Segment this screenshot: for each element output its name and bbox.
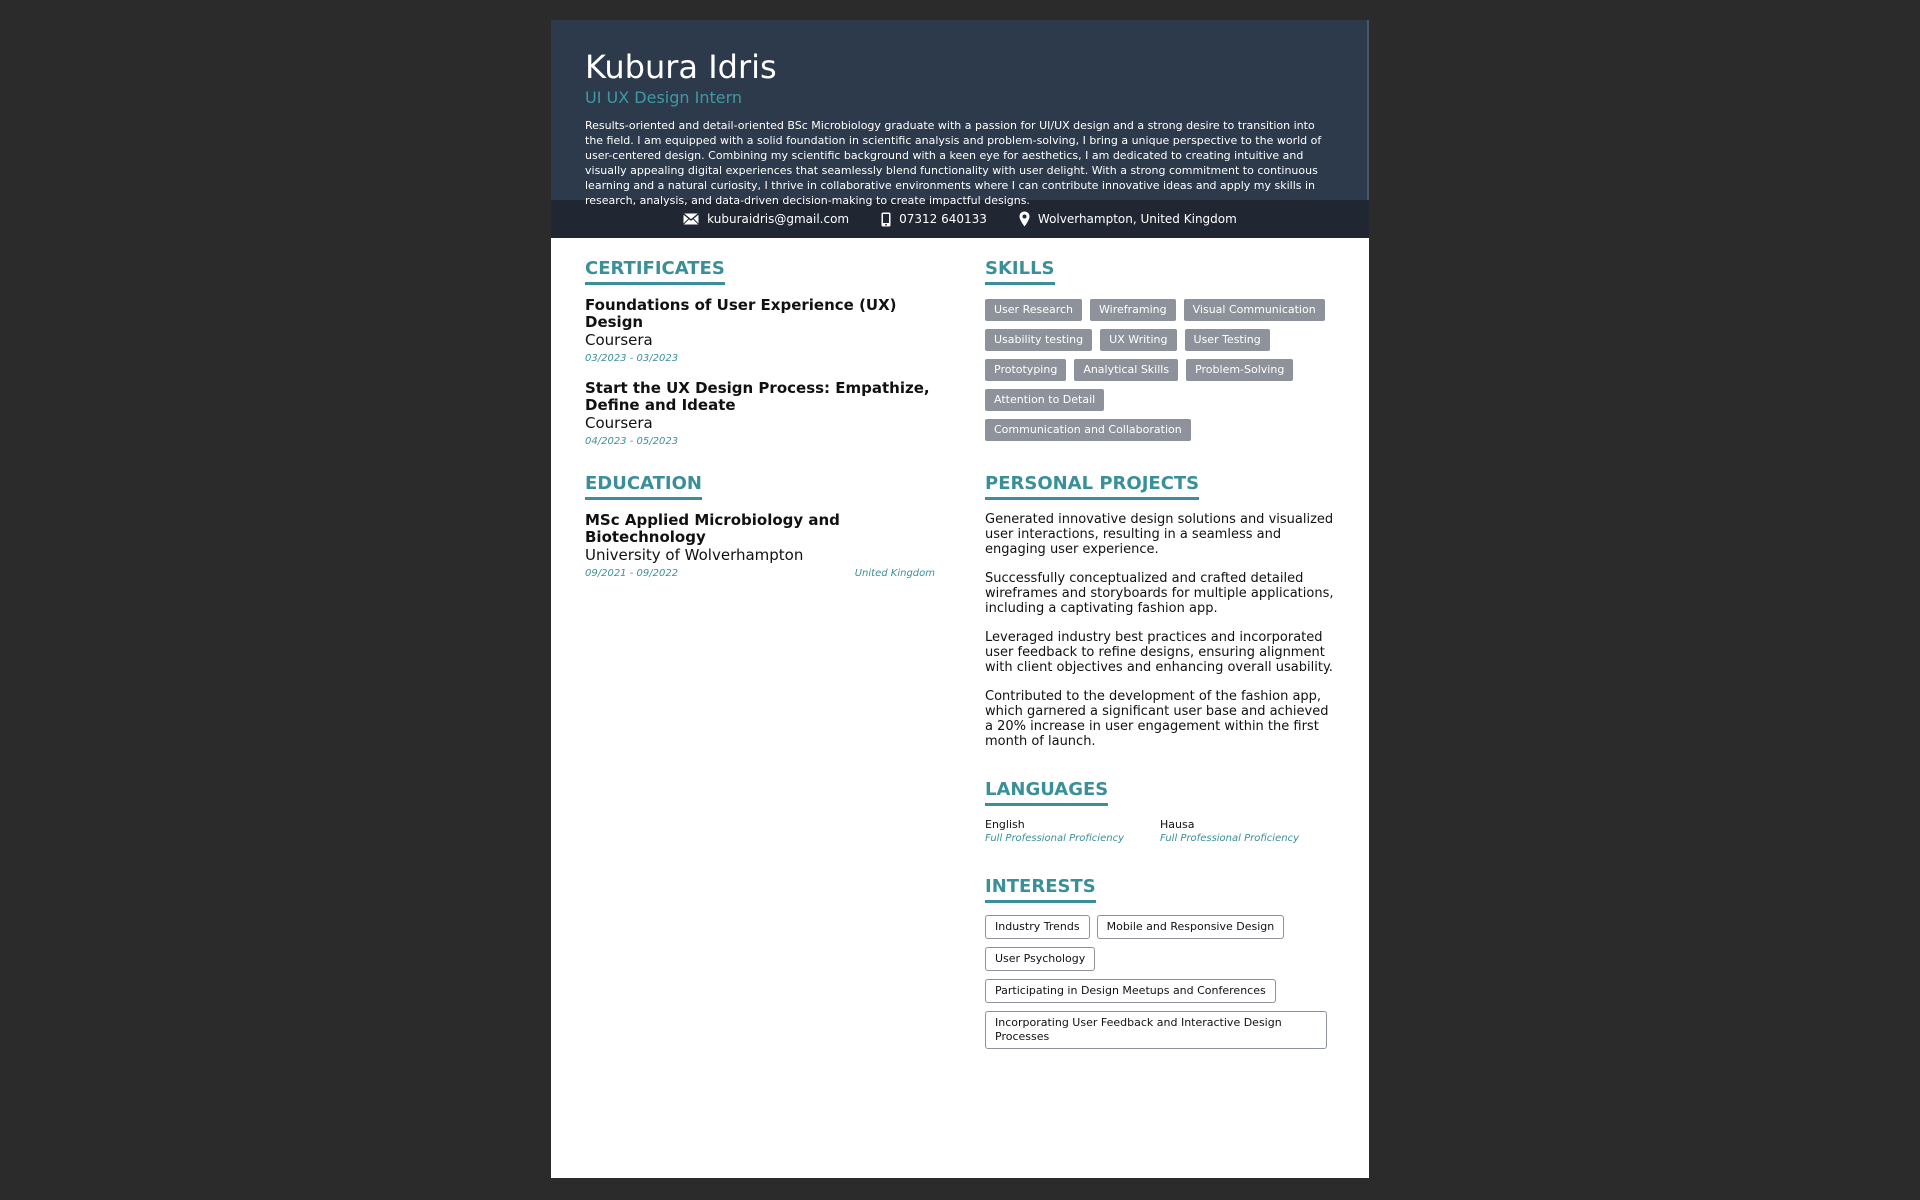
projects-section <box>985 473 1335 749</box>
skill-tag: Wireframing <box>1090 299 1176 321</box>
education-entry <box>585 512 935 579</box>
languages-heading: LANGUAGES <box>985 779 1108 806</box>
email-text: kuburaidris@gmail.com <box>707 212 850 226</box>
candidate-name: Kubura Idris <box>585 48 777 86</box>
skill-tag: Usability testing <box>985 329 1092 351</box>
interests-list <box>985 915 1335 1049</box>
skills-list <box>985 299 1335 441</box>
certificate-dates: 03/2023 - 03/2023 <box>585 353 679 364</box>
resume-header <box>551 20 1369 207</box>
language-level: Full Professional Proficiency <box>1160 833 1299 844</box>
skill-tag: User Research <box>985 299 1082 321</box>
project-item: Successfully conceptualized and crafted detailed wireframes and storyboards for multiple applications, including a captivating fashion app. <box>985 571 1334 616</box>
project-item: Contributed to the development of the fashion app, which garnered a significant user base and achieved a 20% increase in user engagement within the first month of launch. <box>985 689 1329 749</box>
right-column <box>985 258 1335 1075</box>
contact-location <box>1019 211 1237 227</box>
left-column <box>585 258 935 1075</box>
languages-list <box>985 818 1335 846</box>
certificates-heading: CERTIFICATES <box>585 258 725 285</box>
skills-heading: SKILLS <box>985 258 1055 285</box>
skill-tag: UX Writing <box>1100 329 1176 351</box>
skill-tag: Communication and Collaboration <box>985 419 1191 441</box>
certificate-meta <box>585 436 935 447</box>
education-section <box>585 473 935 579</box>
skill-tag: Problem-Solving <box>1186 359 1293 381</box>
resume-body <box>551 238 1369 1075</box>
education-location: United Kingdom <box>854 568 935 579</box>
phone-text: 07312 640133 <box>899 212 987 226</box>
profile-summary: Results-oriented and detail-oriented BSc Microbiology graduate with a passion for UI/UX design and a strong desire to transition into the field. I am equipped with a solid foundation in scientific analysis and problem-solving, I bring a unique perspective to the world of user-centered design. Combining my scientific background with a keen eye for aesthetics, I am dedicated to creating intuitive and visually appealing digital experiences that seamlessly blend functionality with user delight. With a strong commitment to continuous learning and a natural curiosity, I thrive in collaborative environments where I can contribute innovative ideas and apply my skills in research, analysis, and data-driven decision-making to create impactful designs. <box>585 119 1322 207</box>
skill-tag: Visual Communication <box>1184 299 1325 321</box>
location-pin-icon <box>1019 211 1030 227</box>
envelope-icon <box>683 213 699 225</box>
interest-tag: Incorporating User Feedback and Interactive Design Processes <box>985 1011 1327 1049</box>
languages-section <box>985 779 1335 846</box>
skills-section <box>985 258 1335 441</box>
certificate-entry <box>585 297 935 364</box>
interest-tag: Industry Trends <box>985 915 1090 939</box>
interest-tag: Mobile and Responsive Design <box>1097 915 1285 939</box>
language-level: Full Professional Proficiency <box>985 833 1124 844</box>
certificate-name: Foundations of User Experience (UX) Design <box>585 296 897 331</box>
certificate-dates: 04/2023 - 05/2023 <box>585 436 679 447</box>
certificate-name: Start the UX Design Process: Empathize, Define and Ideate <box>585 379 930 414</box>
resume-page <box>551 20 1369 1178</box>
education-meta <box>585 568 935 579</box>
interest-tag: User Psychology <box>985 947 1095 971</box>
certificate-meta <box>585 353 935 364</box>
projects-heading: PERSONAL PROJECTS <box>985 473 1199 500</box>
location-text: Wolverhampton, United Kingdom <box>1037 212 1237 226</box>
contact-email[interactable] <box>683 212 849 226</box>
skill-tag: User Testing <box>1185 329 1270 351</box>
certificate-org: Coursera <box>585 331 653 349</box>
language-name: English <box>985 818 1025 831</box>
phone-icon <box>881 212 891 227</box>
education-heading: EDUCATION <box>585 473 702 500</box>
education-school: University of Wolverhampton <box>585 546 804 564</box>
candidate-role: UI UX Design Intern <box>585 88 743 107</box>
education-degree: MSc Applied Microbiology and Biotechnology <box>585 511 840 546</box>
interests-section <box>985 876 1335 1049</box>
skill-tag: Analytical Skills <box>1074 359 1178 381</box>
language-item <box>985 818 1160 846</box>
certificates-section <box>585 258 935 447</box>
project-item: Generated innovative design solutions and visualized user interactions, resulting in a seamless and engaging user experience. <box>985 512 1334 557</box>
language-name: Hausa <box>1160 818 1195 831</box>
skill-tag: Attention to Detail <box>985 389 1104 411</box>
language-item <box>1160 818 1335 846</box>
contact-phone[interactable] <box>881 212 987 227</box>
skill-tag: Prototyping <box>985 359 1066 381</box>
interests-heading: INTERESTS <box>985 876 1096 903</box>
project-item: Leveraged industry best practices and incorporated user feedback to refine designs, ensuring alignment with client objectives and enhancing overall usability. <box>985 630 1333 675</box>
certificate-entry <box>585 380 935 447</box>
interest-tag: Participating in Design Meetups and Conferences <box>985 979 1276 1003</box>
certificate-org: Coursera <box>585 414 653 432</box>
education-dates: 09/2021 - 09/2022 <box>585 568 679 579</box>
